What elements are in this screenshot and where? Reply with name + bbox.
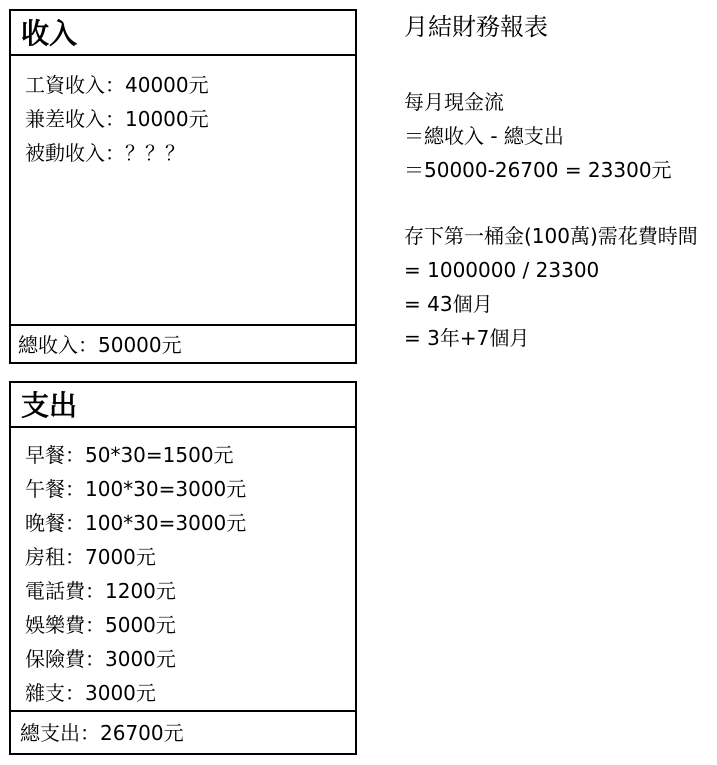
expense-item-phone: 電話費：1200元 bbox=[25, 579, 176, 603]
income-item-passive: 被動收入：？？？ bbox=[25, 141, 185, 165]
income-list bbox=[25, 68, 349, 170]
income-item-salary: 工資收入：40000元 bbox=[25, 73, 209, 97]
expense-item-misc: 雜支：3000元 bbox=[25, 681, 156, 705]
expense-total: 總支出：26700元 bbox=[11, 710, 355, 753]
savings-years: = 3年+7個月 bbox=[404, 326, 530, 350]
expense-panel bbox=[9, 381, 357, 755]
income-item-side-job: 兼差收入：10000元 bbox=[25, 107, 209, 131]
expense-title: 支出 bbox=[11, 383, 355, 428]
report-title: 月結財務報表 bbox=[404, 13, 548, 41]
savings-formula: = 1000000 / 23300 bbox=[404, 258, 600, 282]
expense-item-dinner: 晚餐：100*30=3000元 bbox=[25, 511, 247, 535]
savings-heading: 存下第一桶金(100萬)需花費時間 bbox=[404, 224, 698, 248]
expense-item-breakfast: 早餐：50*30=1500元 bbox=[25, 443, 234, 467]
income-title: 收入 bbox=[11, 11, 355, 56]
monthly-report bbox=[404, 9, 710, 355]
savings-months: = 43個月 bbox=[404, 292, 493, 316]
expense-list bbox=[25, 438, 349, 710]
cashflow-result: ＝50000-26700 = 23300元 bbox=[404, 158, 672, 182]
expense-item-rent: 房租：7000元 bbox=[25, 545, 156, 569]
expense-item-entertainment: 娛樂費：5000元 bbox=[25, 613, 176, 637]
expense-item-insurance: 保險費：3000元 bbox=[25, 647, 176, 671]
cashflow-heading: 每月現金流 bbox=[404, 90, 504, 114]
expense-item-lunch: 午餐：100*30=3000元 bbox=[25, 477, 247, 501]
income-total: 總收入：50000元 bbox=[11, 324, 355, 362]
cashflow-formula: ＝總收入 - 總支出 bbox=[404, 124, 564, 148]
income-panel bbox=[9, 9, 357, 364]
